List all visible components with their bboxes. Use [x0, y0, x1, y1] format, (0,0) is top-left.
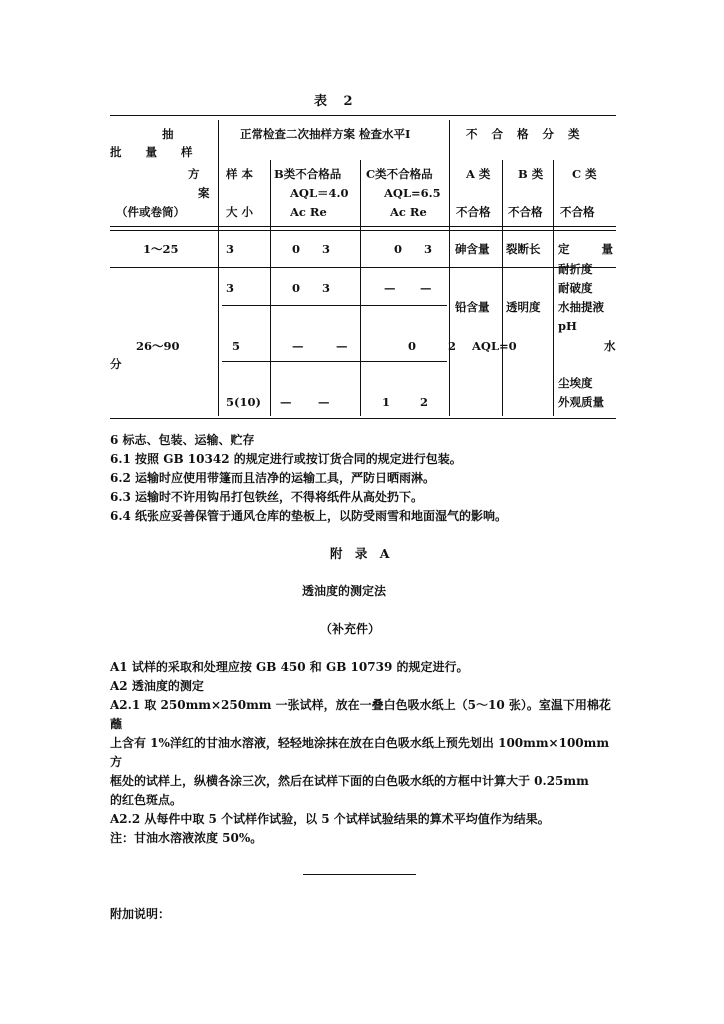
row-sample: 3 [226, 242, 235, 256]
row-c-re: 3 [424, 242, 433, 256]
header-batch-2: 批 量 样 [110, 145, 203, 159]
row-batch: 26～90 [136, 339, 180, 353]
row-b-ac: 0 [292, 281, 301, 295]
row-a-item: 砷含量 [455, 242, 490, 256]
row-c-ac: 0 [408, 339, 417, 353]
header-unit: （件或卷筒） [116, 205, 185, 219]
table-row-rule-2 [222, 305, 447, 306]
row-c-item: 耐破度 [558, 281, 593, 295]
appendix-note: （补充件） [320, 622, 381, 636]
row-c-re: 2 [448, 339, 457, 353]
table-row-rule-1 [110, 267, 616, 268]
row-c-ac: 0 [394, 242, 403, 256]
row-batch-wrap: 分 [110, 357, 122, 371]
row-c-item: 耐折度 [558, 262, 593, 276]
row-c-item: 尘埃度 [558, 376, 593, 390]
table-vbar-3 [360, 160, 361, 416]
appendix-line: 框处的试样上，纵横各涂三次，然后在试样下面的白色吸水纸的方框中计算大于 0.25mm [110, 774, 589, 788]
row-b-re: — [318, 395, 330, 409]
header-c-ac-re: Ac Re [390, 205, 427, 219]
section-6-item: 6.2 运输时应使用带篷而且洁净的运输工具，严防日晒雨淋。 [110, 471, 436, 485]
appendix-line: 方 [110, 755, 123, 769]
header-b-aql: AQL＝4.0 [290, 186, 349, 200]
header-defect-class: 不 合 格 分 类 [466, 127, 585, 141]
header-b-defect: 不合格 [508, 205, 543, 219]
row-sample: 3 [226, 281, 235, 295]
table-row-rule-3 [222, 361, 447, 362]
row-batch: 1～25 [143, 242, 179, 256]
row-b-ac: — [280, 395, 292, 409]
row-b-re: 3 [322, 281, 331, 295]
row-b-re: 3 [322, 242, 331, 256]
table-header-bottom-rule-2 [110, 230, 616, 231]
row-c-item: 定 量 [558, 242, 628, 256]
appendix-line: A1 试样的采取和处理应按 GB 450 和 GB 10739 的规定进行。 [110, 660, 469, 674]
header-c-aql: AQL=6.5 [384, 186, 441, 200]
appendix-line: A2 透油度的测定 [110, 679, 204, 693]
row-c-re: — [420, 281, 432, 295]
section-6-item: 6.4 纸张应妥善保管于通风仓库的垫板上，以防受雨雪和地面湿气的影响。 [110, 509, 508, 523]
header-c-class-defect: C类不合格品 [366, 167, 433, 181]
row-sample: 5(10) [226, 395, 261, 409]
row-c-item: 外观质量 [558, 395, 604, 409]
appendix-line: 上含有 1%洋红的甘油水溶液，轻轻地涂抹在放在白色吸水纸上预先划出 100mm×100mm [110, 736, 610, 750]
row-sample: 5 [232, 339, 241, 353]
row-b-item: 透明度 [506, 300, 541, 314]
appendix-subtitle: 透油度的测定法 [302, 584, 387, 598]
header-sampling-plan: 正常检查二次抽样方案 检查水平Ⅰ [240, 127, 411, 141]
header-plan-2: 案 [198, 186, 210, 200]
table-top-rule [110, 115, 616, 116]
appendix-line: 的红色斑点。 [110, 793, 183, 807]
footer-divider [303, 874, 416, 875]
section-6-item: 6.1 按照 GB 10342 的规定进行或按订货合同的规定进行包装。 [110, 452, 462, 466]
table-vbar-1 [218, 120, 219, 416]
table-vbar-5 [502, 160, 503, 416]
appendix-title: 附 录 A [330, 546, 394, 561]
row-b-ac: 0 [292, 242, 301, 256]
table-caption: 表 2 [314, 94, 359, 109]
row-c-ac: — [384, 281, 396, 295]
appendix-line: A2.1 取 250mm×250mm 一张试样，放在一叠白色吸水纸上（5～10 张）。室温下用棉花 [110, 698, 611, 712]
table-vbar-4 [449, 120, 450, 416]
additional-notes-label: 附加说明： [110, 907, 171, 921]
row-c-item: 水 [604, 339, 616, 353]
table-vbar-2 [270, 160, 271, 416]
row-c-ac: 1 [382, 395, 391, 409]
header-size: 大 小 [226, 205, 254, 219]
row-c-re: 2 [420, 395, 429, 409]
row-b-ac: — [292, 339, 304, 353]
section-6-title: 6 标志、包装、运输、贮存 [110, 433, 255, 447]
row-c-item: 水抽提液 [558, 300, 604, 314]
header-plan: 方 [188, 167, 200, 181]
table-vbar-6 [553, 160, 554, 416]
header-b-class: B 类 [518, 167, 544, 181]
header-batch-1: 抽 [162, 127, 174, 141]
appendix-line: 蘸 [110, 717, 123, 731]
row-b-re: — [336, 339, 348, 353]
appendix-line: A2.2 从每件中取 5 个试样作试验，以 5 个试样试验结果的算术平均值作为结果。 [110, 812, 550, 826]
section-6-item: 6.3 运输时不许用钩吊打包铁丝，不得将纸件从高处扔下。 [110, 490, 424, 504]
table-bottom-rule [110, 418, 616, 419]
appendix-line: 注：甘油水溶液浓度 50%。 [110, 831, 263, 845]
header-a-defect: 不合格 [456, 205, 491, 219]
header-b-class-defect: B类不合格品 [274, 167, 342, 181]
header-b-ac-re: Ac Re [290, 205, 327, 219]
row-a-item: 铅含量 [455, 300, 490, 314]
header-c-defect: 不合格 [560, 205, 595, 219]
row-c-item: pH [558, 319, 577, 333]
table-header-bottom-rule [110, 226, 616, 227]
row-b-item: 裂断长 [506, 242, 541, 256]
header-c-class: C 类 [572, 167, 597, 181]
header-a-class: A 类 [466, 167, 491, 181]
header-sample: 样 本 [226, 167, 254, 181]
row-a-item: AQL=0 [472, 339, 517, 353]
